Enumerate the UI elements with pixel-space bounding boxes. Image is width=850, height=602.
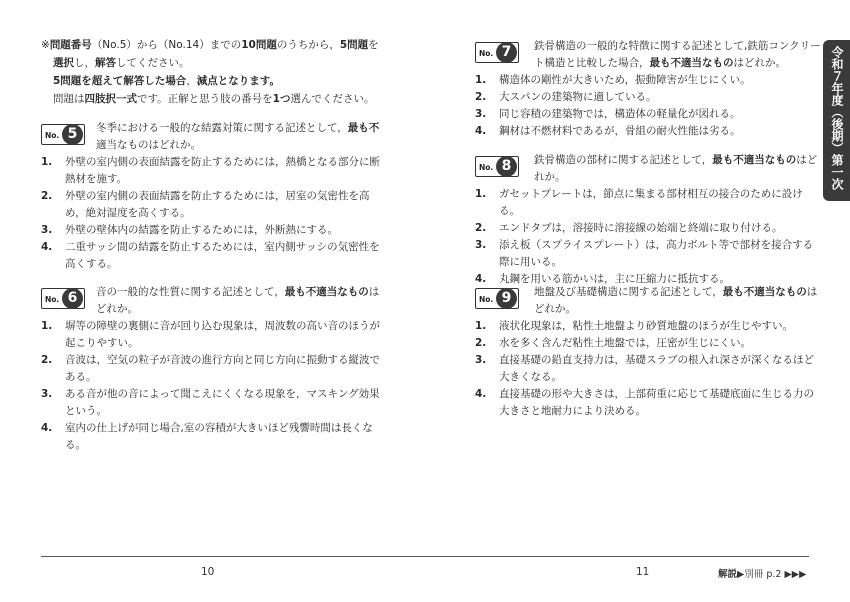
instruction-text: を [368, 39, 379, 51]
option-number: 1. [475, 188, 487, 200]
question-number: 5 [62, 124, 83, 145]
options-list [41, 154, 381, 273]
option-item [41, 222, 381, 239]
option-item [475, 186, 815, 220]
stem-text: ト構造と比較した場合， [534, 57, 650, 69]
stem-emphasis: 最も不適当なもの [284, 286, 369, 298]
option-item [475, 220, 815, 237]
stem-text: 音の一般的な性質に関する記述として， [96, 286, 285, 298]
question-stem-line-2 [534, 169, 566, 186]
option-item [475, 318, 815, 335]
question-number: 8 [496, 156, 517, 177]
instruction-line-4 [41, 90, 391, 108]
instruction-text: ， [186, 75, 197, 87]
question-stem-line-2 [534, 55, 786, 72]
option-number: 2. [41, 190, 53, 202]
instruction-text: してください。 [116, 57, 190, 69]
option-item [475, 72, 815, 89]
option-text: 塀等の障壁の裏側に音が回り込む現象は，周波数の高い音のほうが起こりやすい。 [65, 320, 380, 349]
instruction-text: のうちから， [276, 39, 340, 51]
stem-text: は [368, 286, 380, 298]
stem-text: はどれか。 [148, 139, 201, 151]
instruction-text: 5問題 [339, 39, 369, 51]
instruction-text: 減点となります。 [196, 75, 280, 87]
instruction-text: 10問題 [241, 39, 277, 51]
stem-emphasis: 最も不適当なもの [649, 57, 734, 69]
question-header [41, 280, 381, 314]
instruction-text: （No.5）から（No.14）までの [91, 39, 242, 51]
stem-emphasis: 最も不 [347, 122, 380, 134]
footer-divider [41, 556, 809, 557]
option-text: 室内の仕上げが同じ場合,室の容積が大きいほど残響時間は長くなる。 [65, 422, 373, 451]
option-number: 3. [41, 224, 53, 236]
question-number-badge [475, 288, 519, 309]
option-number: 4. [475, 125, 487, 137]
option-text: 直接基礎の鉛直支持力は，基礎スラブの根入れ深さが深くなるほど大きくなる。 [499, 354, 814, 383]
question-number-badge [41, 288, 85, 309]
option-text: 音波は，空気の粒子が音波の進行方向と同じ方向に振動する縦波である。 [65, 354, 380, 383]
triple-arrow-icon: ▶▶▶ [784, 569, 807, 580]
options-list [475, 72, 815, 140]
stem-text: 冬季における一般的な結露対策に関する記述として， [96, 122, 348, 134]
options-list [41, 318, 381, 454]
option-text: 水を多く含んだ粘性土地盤では，圧密が生じにくい。 [499, 337, 751, 349]
instruction-line-1 [41, 36, 391, 54]
arrow-right-icon: ▶ [737, 569, 745, 580]
option-text: 直接基礎の形や大きさは，上部荷重に応じて基礎底面に生じる力の大きさと地耐力により決める。 [499, 388, 814, 417]
instruction-text: 5問題を超えて解答した場合 [53, 75, 187, 87]
option-number: 1. [41, 156, 53, 168]
question-7 [475, 34, 821, 140]
stem-text: どれか。 [534, 303, 576, 315]
stem-emphasis: 最も不適当なもの [722, 286, 807, 298]
question-stem [534, 38, 819, 55]
option-item [41, 239, 381, 273]
option-number: 3. [475, 108, 487, 120]
instruction-text: 問題は [53, 93, 85, 105]
option-item [475, 106, 815, 123]
option-number: 4. [475, 388, 487, 400]
no-label: No. [479, 163, 494, 172]
option-text: 添え板（スプライスプレート）は，高力ボルト等で部材を接合する際に用いる。 [499, 239, 814, 268]
instruction-text: です。正解と思う肢の番号を [137, 93, 273, 105]
question-stem [96, 120, 381, 137]
option-number: 2. [475, 222, 487, 234]
question-stem [534, 284, 819, 301]
option-number: 3. [475, 354, 487, 366]
option-item [41, 188, 381, 222]
question-stem [534, 152, 819, 169]
option-text: 同じ容積の建築物では，構造体の軽量化が図れる。 [499, 108, 741, 120]
stem-text: は [806, 286, 818, 298]
left-page-number: 10 [201, 566, 215, 578]
question-6 [41, 280, 381, 454]
option-item [475, 89, 815, 106]
instruction-text: 選択 [53, 57, 74, 69]
option-text: ある音が他の音によって聞こえにくくなる現象を，マスキング効果という。 [65, 388, 380, 417]
instruction-text: し， [74, 57, 95, 69]
no-label: No. [45, 295, 60, 304]
question-stem-line-2 [96, 301, 138, 318]
instruction-text: 1つ [272, 93, 291, 105]
option-number: 4. [41, 422, 53, 434]
reference-page: 別冊 p.2 [744, 569, 782, 580]
stem-text: はどれか。 [733, 57, 786, 69]
option-item [41, 318, 381, 352]
option-item [475, 352, 815, 386]
instruction-line-3 [41, 72, 391, 90]
instruction-text: 四肢択一式 [84, 93, 137, 105]
question-number: 7 [496, 42, 517, 63]
question-stem-line-2 [96, 137, 201, 154]
stem-text: 鉄骨構造の一般的な特徴に関する記述として,鉄筋コンクリー [534, 40, 821, 52]
stem-text: 地盤及び基礎構造に関する記述として， [534, 286, 723, 298]
option-text: 構造体の剛性が大きいため，振動障害が生じにくい。 [499, 74, 751, 86]
question-stem-line-2 [534, 301, 576, 318]
question-header [475, 34, 821, 69]
instruction-text: 問題番号 [49, 39, 92, 51]
option-number: 4. [41, 241, 53, 253]
question-stem [96, 284, 381, 301]
option-item [475, 237, 815, 271]
option-number: 1. [475, 74, 487, 86]
option-item [41, 386, 381, 420]
option-text: 外壁の壁体内の結露を防止するためには，外断熱にする。 [65, 224, 338, 236]
options-list [475, 318, 815, 420]
question-number: 9 [496, 288, 517, 309]
option-number: 1. [475, 320, 487, 332]
instruction-text: 解答 [95, 57, 116, 69]
option-text: 外壁の室内側の表面結露を防止するためには，居室の気密性を高め，絶対湿度を高くする。 [65, 190, 370, 219]
question-header [475, 280, 818, 315]
question-8 [475, 148, 818, 288]
stem-emphasis: 最も不適当なもの [712, 154, 797, 166]
option-number: 1. [41, 320, 53, 332]
question-5 [41, 116, 381, 273]
reference-label: 解説 [718, 569, 738, 580]
option-text: 大スパンの建築物に適している。 [499, 91, 657, 103]
right-page [425, 0, 850, 602]
option-item [41, 352, 381, 386]
option-item [41, 420, 381, 454]
question-header [475, 148, 818, 183]
option-text: エンドタブは，溶接時に溶接線の始端と終端に取り付ける。 [499, 222, 783, 234]
option-number: 2. [475, 91, 487, 103]
option-number: 4. [475, 273, 487, 285]
question-number-badge [475, 42, 519, 63]
side-tab-label: 令和７年度（後期）第一次検定 [803, 46, 844, 190]
option-number: 2. [41, 354, 53, 366]
question-header [41, 116, 381, 150]
instruction-text: 選んでください。 [290, 93, 375, 105]
option-item [475, 123, 815, 140]
note-mark: ※ [41, 39, 50, 51]
instruction-line-2 [41, 54, 391, 72]
options-list [475, 186, 815, 288]
option-text: 鋼材は不燃材料であるが，骨組の耐火性能は劣る。 [499, 125, 741, 137]
stem-text: 鉄骨構造の部材に関する記述として， [534, 154, 713, 166]
no-label: No. [45, 131, 60, 140]
option-item [41, 154, 381, 188]
option-item [475, 335, 815, 352]
question-number: 6 [62, 288, 83, 309]
stem-text: はど [796, 154, 818, 166]
option-number: 2. [475, 337, 487, 349]
option-number: 3. [475, 239, 487, 251]
stem-emphasis: 適当なもの [96, 139, 149, 151]
instructions [41, 36, 391, 108]
no-label: No. [479, 49, 494, 58]
option-text: 外壁の室内側の表面結露を防止するためには，熱橋となる部分に断熱材を施す。 [65, 156, 380, 185]
option-text: 液状化現象は，粘性土地盤より砂質地盤のほうが生じやすい。 [499, 320, 793, 332]
stem-text: どれか。 [96, 303, 138, 315]
option-text: 二重サッシ間の結露を防止するためには，室内側サッシの気密性を高くする。 [65, 241, 380, 270]
option-item [475, 386, 815, 420]
answer-reference [718, 566, 806, 580]
no-label: No. [479, 295, 494, 304]
option-number: 3. [41, 388, 53, 400]
question-9 [475, 280, 818, 420]
option-text: 丸鋼を用いる筋かいは，主に圧縮力に抵抗する。 [499, 273, 730, 285]
right-page-number: 11 [636, 566, 650, 578]
option-text: ガセットプレートは，節点に集まる部材相互の接合のために設ける。 [499, 188, 803, 217]
question-number-badge [475, 156, 519, 177]
question-number-badge [41, 124, 85, 145]
stem-text: れか。 [534, 171, 566, 183]
